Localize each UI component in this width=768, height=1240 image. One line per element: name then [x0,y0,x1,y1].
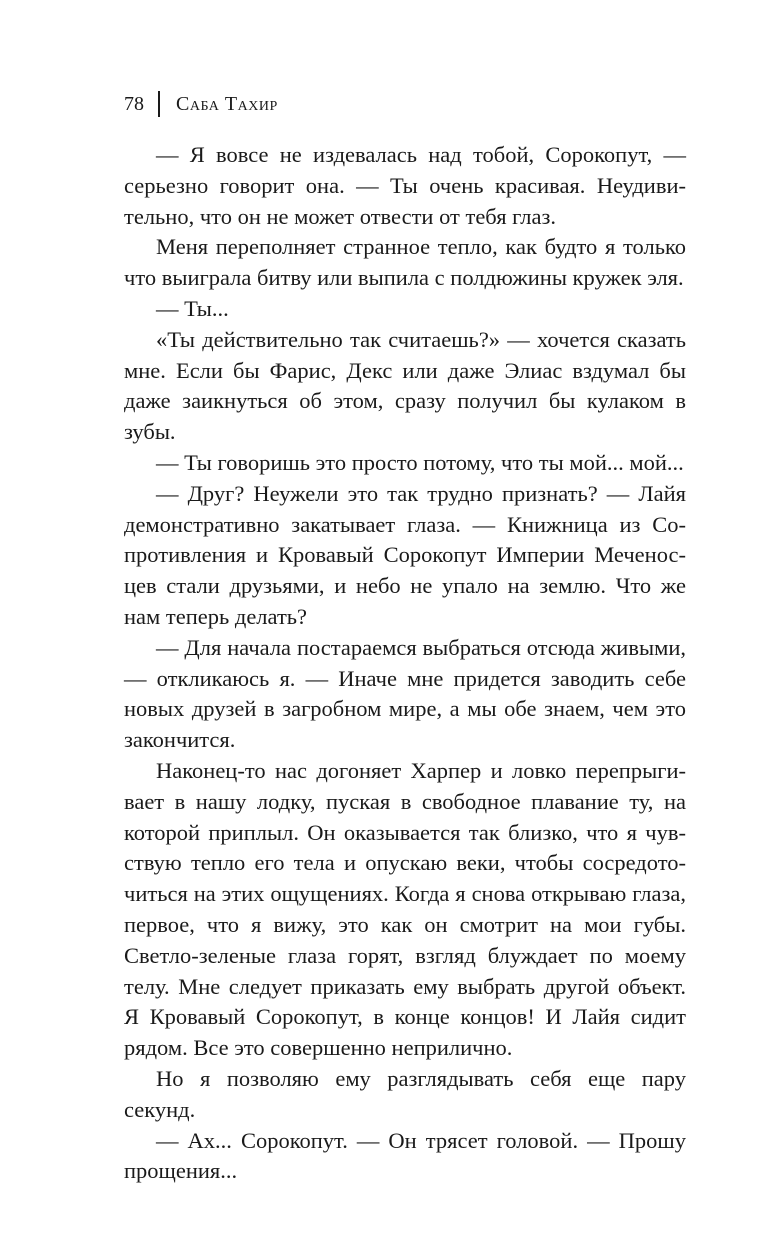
body-text [124,140,686,1187]
paragraph: — Для начала постараемся выбраться отсюда живыми, — откликаюсь я. — Иначе мне придется заводить себе новых друзей в загробном мире, а мы обе знаем, чем это закончится. [124,634,686,753]
paragraph: Меня переполняет странное тепло, как будто я только что выиграла битву или выпила с полдюжины кружек эля. [124,234,686,291]
paragraph: Наконец-то нас догоняет Харпер и ловко перепрыгивает в нашу лодку, пуская в свободное плавание ту, на которой приплыл. Он оказывается так близко, что я чувствую тепло его тела и опускаю веки, чтобы сосредоточиться на этих ощущениях. Когда я снова открываю глаза, первое, что я вижу, это как он смотрит на мои губы. Светло-зеленые глаза горят, взгляд блуждает по моему телу. Мне следует приказать ему выбрать другой объект. Я Кровавый Сорокопут, в конце концов! И Лайя сидит рядом. Все это совершенно неприлично. [124,757,686,1061]
author-name: Саба Тахир [176,92,278,115]
paragraph: — Я вовсе не издевалась над тобой, Сорокопут, — серьезно говорит она. — Ты очень красивая. Неудивительно, что он не может отвести от тебя глаз. [124,142,686,229]
paragraph: «Ты действительно так считаешь?» — хочется сказать мне. Если бы Фарис, Декс или даже Элиас вздумал бы даже заикнуться об этом, сразу получил бы кулаком в зубы. [124,326,686,445]
paragraph: — Друг? Неужели это так трудно признать? — Лайя демонстративно закатывает глаза. — Книжница из Сопротивления и Кровавый Сорокопут Империи Меченосцев стали друзьями, и небо не упало на землю. Что же нам теперь делать? [124,480,686,629]
paragraph: — Ах... Сорокопут. — Он трясет головой. — Прошу прощения... [124,1127,686,1184]
paragraph: Но я позволяю ему разглядывать себя еще пару секунд. [124,1065,686,1122]
header-divider [158,91,160,117]
paragraph: — Ты... [156,295,229,321]
page-number: 78 [124,92,144,115]
paragraph: — Ты говоришь это просто потому, что ты мой... мой... [156,449,684,475]
running-head [124,90,278,118]
